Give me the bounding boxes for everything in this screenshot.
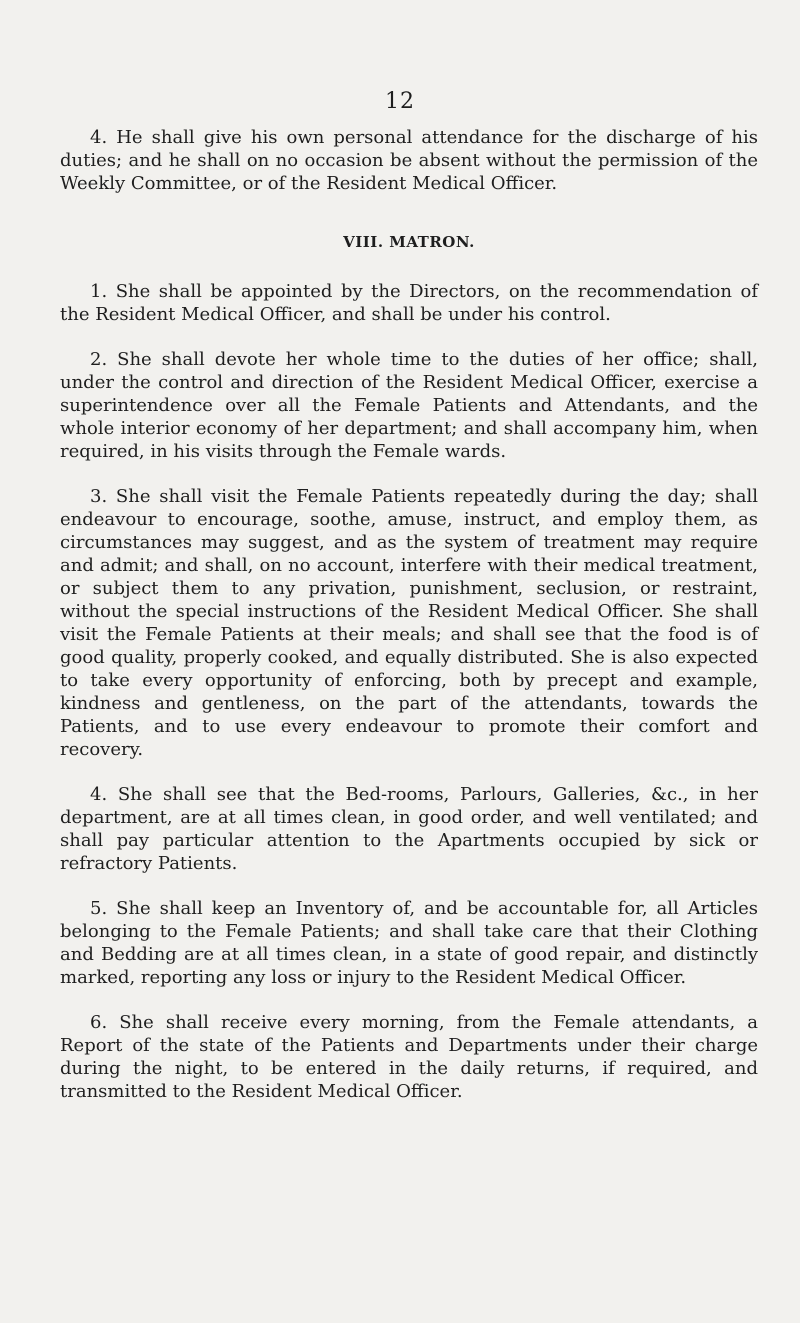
paragraph-duty-4-attendance: 4. He shall give his own personal attendance for the discharge of his duties; and he shall on no occasion be absent without the permission of the Weekly Committee, or of the Resident Medical Officer. [60,127,758,194]
page-number: 12 [385,89,415,114]
page-body [60,126,758,1125]
paragraph-matron-4: 4. She shall see that the Bed-rooms, Parlours, Galleries, &c., in her department, are at all times clean, in good order, and well ventilated; and shall pay particular attention to the Apartments occupied by sick or refractory Patients. [60,784,758,874]
paragraph-matron-3: 3. She shall visit the Female Patients repeatedly during the day; shall endeavour to encourage, soothe, amuse, instruct, and employ them, as circumstances may suggest, and as the system of treatment may require and admit; and shall, on no account, interfere with their medical treatment, or subject them to any privation, punishment, seclusion, or restraint, without the special instructions of the Resident Medical Officer. She shall visit the Female Patients at their meals; and shall see that the food is of good quality, properly cooked, and equally distributed. She is also expected to take every opportunity of enforcing, both by precept and example, kindness and gentleness, on the part of the attendants, towards the Patients, and to use every endeavour to promote their comfort and recovery. [60,486,758,760]
section-heading-matron: VIII. MATRON. [343,233,475,251]
paragraph-matron-5: 5. She shall keep an Inventory of, and be accountable for, all Articles belonging to the Female Patients; and shall take care that their Clothing and Bedding are at all times clean, in a state of good repair, and distinctly marked, reporting any loss or injury to the Resident Medical Officer. [60,898,758,988]
paragraph-matron-1: 1. She shall be appointed by the Directors, on the recommendation of the Resident Medical Officer, and shall be under his control. [60,281,758,325]
paragraph-matron-6: 6. She shall receive every morning, from the Female attendants, a Report of the state of the Patients and Departments under their charge during the night, to be entered in the daily returns, if required, and transmitted to the Resident Medical Officer. [60,1012,758,1102]
paragraph-matron-2: 2. She shall devote her whole time to the duties of her office; shall, under the control and direction of the Resident Medical Officer, exercise a superintendence over all the Female Patients and Attendants, and the whole interior economy of her department; and shall accompany him, when required, in his visits through the Female wards. [60,349,758,462]
